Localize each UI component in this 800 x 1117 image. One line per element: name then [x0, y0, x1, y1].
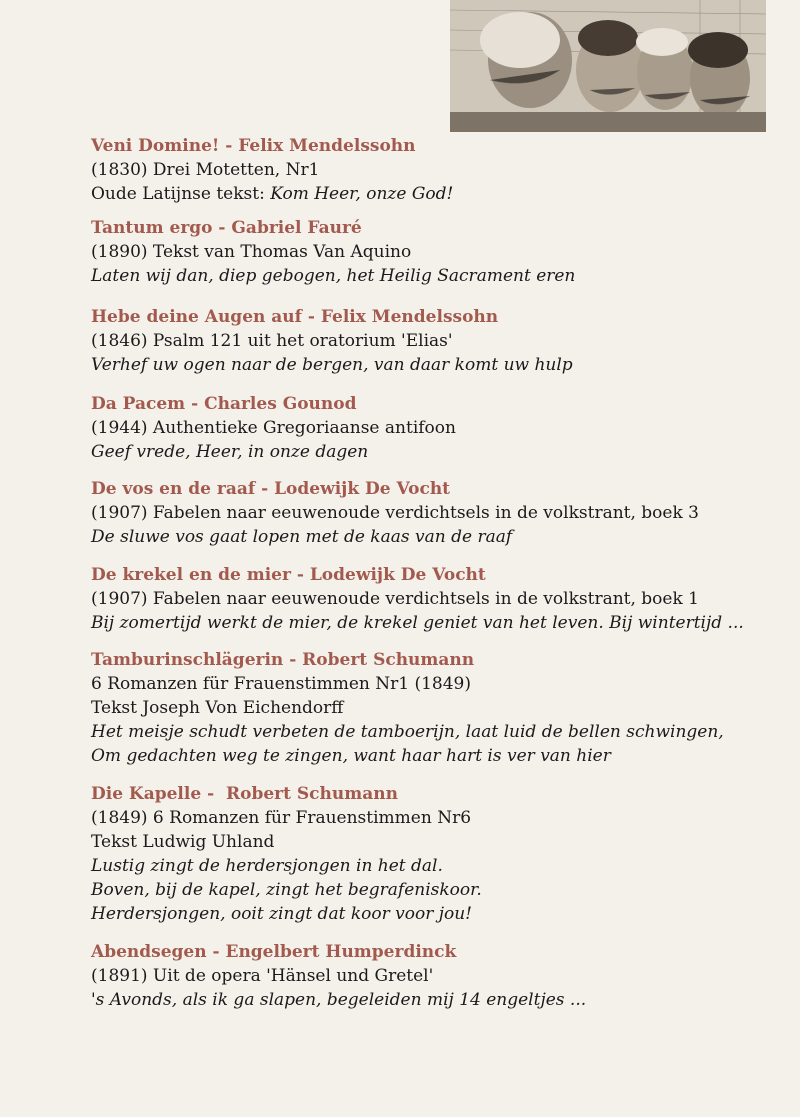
piece-info: (1907) Fabelen naar eeuwenoude verdichtsels in de volkstrant, boek 3 — [91, 503, 699, 523]
piece-title: Tantum ergo - Gabriel Fauré — [91, 218, 362, 238]
piece-translation: Het meisje schudt verbeten de tamboerijn, laat luid de bellen schwingen, — [91, 722, 724, 742]
engraving-singing-women-icon — [450, 0, 766, 132]
piece-title: Da Pacem - Charles Gounod — [91, 394, 357, 414]
program-item — [91, 940, 751, 1012]
engraving-illustration — [450, 0, 766, 132]
program-item — [91, 563, 751, 635]
piece-translation: Lustig zingt de herdersjongen in het dal. — [91, 856, 443, 876]
program-item — [91, 216, 751, 288]
program-item — [91, 648, 751, 768]
piece-info: (1849) 6 Romanzen für Frauenstimmen Nr6 — [91, 808, 472, 828]
piece-lyricist: Tekst Joseph Von Eichendorff — [91, 698, 344, 718]
program-item — [91, 782, 751, 926]
piece-title: Tamburinschlägerin - Robert Schumann — [91, 650, 475, 670]
piece-translation: Herdersjongen, ooit zingt dat koor voor jou! — [91, 904, 473, 924]
piece-title: Die Kapelle - Robert Schumann — [91, 784, 398, 804]
piece-title: De krekel en de mier - Lodewijk De Vocht — [91, 565, 486, 585]
piece-translation: Laten wij dan, diep gebogen, het Heilig Sacrament eren — [91, 266, 576, 286]
piece-translation: De sluwe vos gaat lopen met de kaas van de raaf — [91, 527, 513, 547]
piece-info: (1891) Uit de opera 'Hänsel und Gretel' — [91, 966, 434, 986]
program-item — [91, 305, 751, 377]
concert-program — [91, 134, 751, 1012]
piece-translation: Boven, bij de kapel, zingt het begrafeniskoor. — [91, 880, 482, 900]
piece-translation: 's Avonds, als ik ga slapen, begeleiden mij 14 engeltjes ... — [91, 990, 587, 1010]
text-translation: Kom Heer, onze God! — [270, 184, 454, 204]
piece-info: (1944) Authentieke Gregoriaanse antifoon — [91, 418, 456, 438]
piece-info: (1846) Psalm 121 uit het oratorium 'Elias' — [91, 331, 453, 351]
piece-translation: Bij zomertijd werkt de mier, de krekel geniet van het leven. Bij wintertijd ... — [91, 613, 744, 633]
piece-translation: Om gedachten weg te zingen, want haar hart is ver van hier — [91, 746, 611, 766]
piece-info: (1907) Fabelen naar eeuwenoude verdichtsels in de volkstrant, boek 1 — [91, 589, 699, 609]
piece-text — [91, 182, 751, 206]
piece-lyricist: Tekst Ludwig Uhland — [91, 832, 275, 852]
piece-info: 6 Romanzen für Frauenstimmen Nr1 (1849) — [91, 674, 472, 694]
program-item — [91, 392, 751, 464]
piece-title: Abendsegen - Engelbert Humperdinck — [91, 942, 457, 962]
text-prefix: Oude Latijnse tekst: — [91, 184, 271, 204]
piece-translation: Verhef uw ogen naar de bergen, van daar komt uw hulp — [91, 355, 573, 375]
program-item — [91, 134, 751, 206]
piece-title: Veni Domine! - Felix Mendelssohn — [91, 136, 416, 156]
piece-info: (1830) Drei Motetten, Nr1 — [91, 160, 320, 180]
piece-translation: Geef vrede, Heer, in onze dagen — [91, 442, 369, 462]
program-item — [91, 477, 751, 549]
piece-title: De vos en de raaf - Lodewijk De Vocht — [91, 479, 451, 499]
piece-info: (1890) Tekst van Thomas Van Aquino — [91, 242, 412, 262]
piece-title: Hebe deine Augen auf - Felix Mendelssohn — [91, 307, 499, 327]
